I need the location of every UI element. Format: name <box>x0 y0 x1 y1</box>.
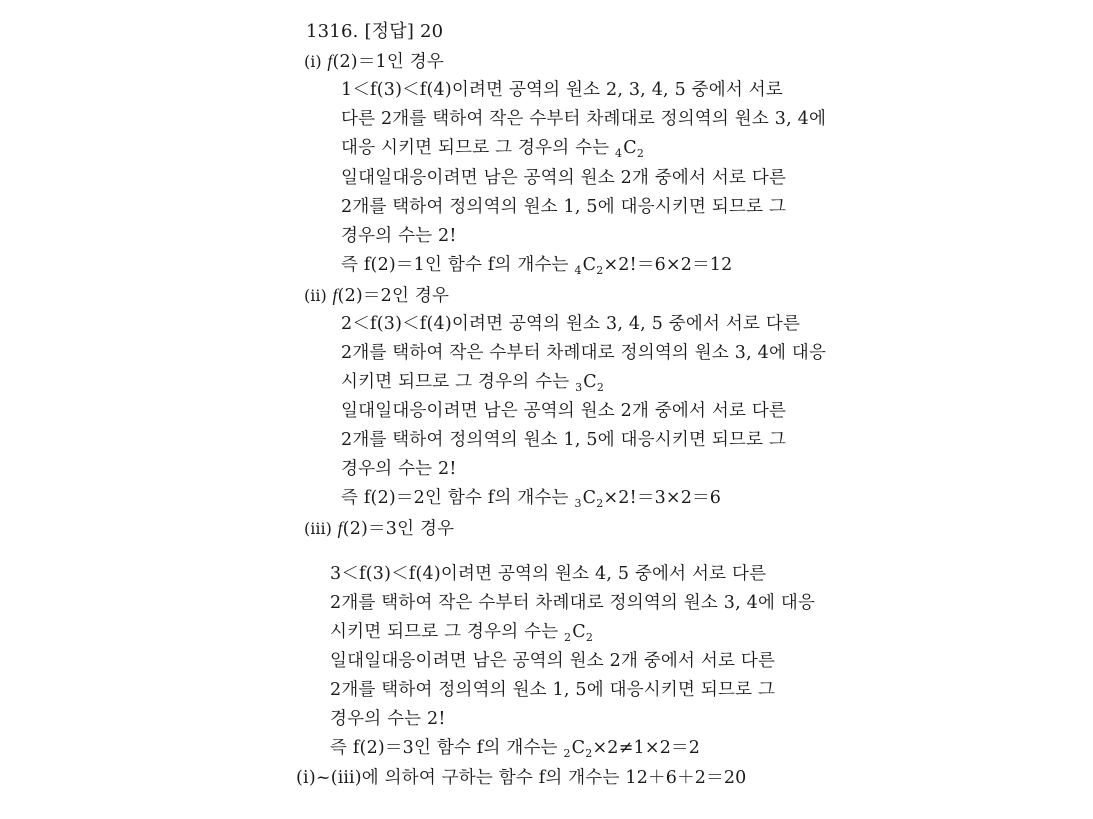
case2-result-comb-c: C <box>582 488 597 508</box>
case1-label: (ⅰ) <box>304 52 322 71</box>
case2-heading <box>304 284 449 307</box>
case2-result <box>341 487 721 515</box>
case2-func-symbol: f <box>332 285 338 305</box>
case1-comb-pre: 4 <box>615 147 623 160</box>
case3-condition: (2)＝3인 경우 <box>342 519 455 539</box>
case3-result-a: 즉 f(2)＝3인 함수 f의 개수는 <box>330 738 564 758</box>
case3-line-3 <box>330 621 593 649</box>
case3-result <box>330 737 700 765</box>
case3-line-5: 2개를 택하여 정의역의 원소 1, 5에 대응시키면 되므로 그 <box>330 680 776 700</box>
case1-comb-c: C <box>623 138 637 158</box>
case3-result-comb-pre: 2 <box>563 747 571 760</box>
case3-result-comb-c: C <box>571 738 586 758</box>
case2-line-4: 일대일대응이려면 남은 공역의 원소 2개 중에서 서로 다른 <box>341 401 787 421</box>
case1-line-4: 일대일대응이려면 남은 공역의 원소 2개 중에서 서로 다른 <box>341 168 787 188</box>
case1-condition: (2)＝1인 경우 <box>332 52 444 72</box>
case3-result-comb-sub: 2 <box>585 747 593 760</box>
case3-label: (ⅲ) <box>304 519 332 538</box>
case2-line-1: 2＜f(3)＜f(4)이려면 공역의 원소 3, 4, 5 중에서 서로 다른 <box>341 314 801 334</box>
case2-line-5: 2개를 택하여 정의역의 원소 1, 5에 대응시키면 되므로 그 <box>341 430 787 450</box>
case2-line-6: 경우의 수는 2! <box>341 459 457 479</box>
case3-heading <box>304 517 454 540</box>
case3-line-6: 경우의 수는 2! <box>330 709 446 729</box>
case2-result-comb-sub: 2 <box>596 497 604 510</box>
answer-label: [정답] <box>364 21 415 42</box>
case3-comb-sub: 2 <box>585 631 594 644</box>
case1-result-b: ×2!＝6×2＝12 <box>603 255 733 275</box>
case1-result-comb-pre: 4 <box>574 264 582 277</box>
case1-line-5: 2개를 택하여 정의역의 원소 1, 5에 대응시키면 되므로 그 <box>341 197 787 217</box>
case2-comb-c: C <box>583 372 597 392</box>
case1-result <box>341 254 732 282</box>
case1-comb-sub: 2 <box>636 147 645 160</box>
problem-header <box>306 21 443 43</box>
case3-comb-pre: 2 <box>564 631 572 644</box>
case3-result-b: ×2≠1×2＝2 <box>592 738 701 758</box>
case2-comb-pre: 3 <box>575 381 583 394</box>
case1-line-2: 다른 2개를 택하여 작은 수부터 차례대로 정의역의 원소 3, 4에 <box>341 109 827 129</box>
case3-line-1: 3＜f(3)＜f(4)이려면 공역의 원소 4, 5 중에서 서로 다른 <box>330 564 767 584</box>
case2-comb-sub: 2 <box>596 381 605 394</box>
problem-number: 1316. <box>306 21 359 42</box>
case1-line-1: 1＜f(3)＜f(4)이려면 공역의 원소 2, 3, 4, 5 중에서 서로 <box>341 80 783 100</box>
case2-line-3 <box>341 371 604 399</box>
conclusion: (ⅰ)~(ⅲ)에 의하여 구하는 함수 f의 개수는 12＋6＋2＝20 <box>296 768 747 788</box>
case2-label: (ⅱ) <box>304 286 327 305</box>
case1-result-comb-sub: 2 <box>596 264 604 277</box>
case3-line-3-text: 시키면 되므로 그 경우의 수는 <box>330 622 565 642</box>
case2-line-3-text: 시키면 되므로 그 경우의 수는 <box>341 372 576 392</box>
case1-line-3-text: 대응 시키면 되므로 그 경우의 수는 <box>341 138 616 158</box>
case1-func-symbol: f <box>327 51 333 71</box>
case1-line-3 <box>341 137 644 165</box>
answer-value: 20 <box>420 21 444 42</box>
case3-line-4: 일대일대응이려면 남은 공역의 원소 2개 중에서 서로 다른 <box>330 651 776 671</box>
case3-func-symbol: f <box>337 518 343 538</box>
case2-result-b: ×2!＝3×2＝6 <box>603 488 722 508</box>
case1-result-a: 즉 f(2)＝1인 함수 f의 개수는 <box>341 255 575 275</box>
case1-result-comb-c: C <box>582 255 597 275</box>
case2-line-2: 2개를 택하여 작은 수부터 차례대로 정의역의 원소 3, 4에 대응 <box>341 343 827 363</box>
case3-comb-c: C <box>572 622 586 642</box>
case3-line-2: 2개를 택하여 작은 수부터 차례대로 정의역의 원소 3, 4에 대응 <box>330 593 816 613</box>
case1-line-6: 경우의 수는 2! <box>341 226 457 246</box>
case1-heading <box>304 50 444 73</box>
case2-result-comb-pre: 3 <box>574 497 582 510</box>
case2-condition: (2)＝2인 경우 <box>337 286 450 306</box>
case2-result-a: 즉 f(2)＝2인 함수 f의 개수는 <box>341 488 575 508</box>
